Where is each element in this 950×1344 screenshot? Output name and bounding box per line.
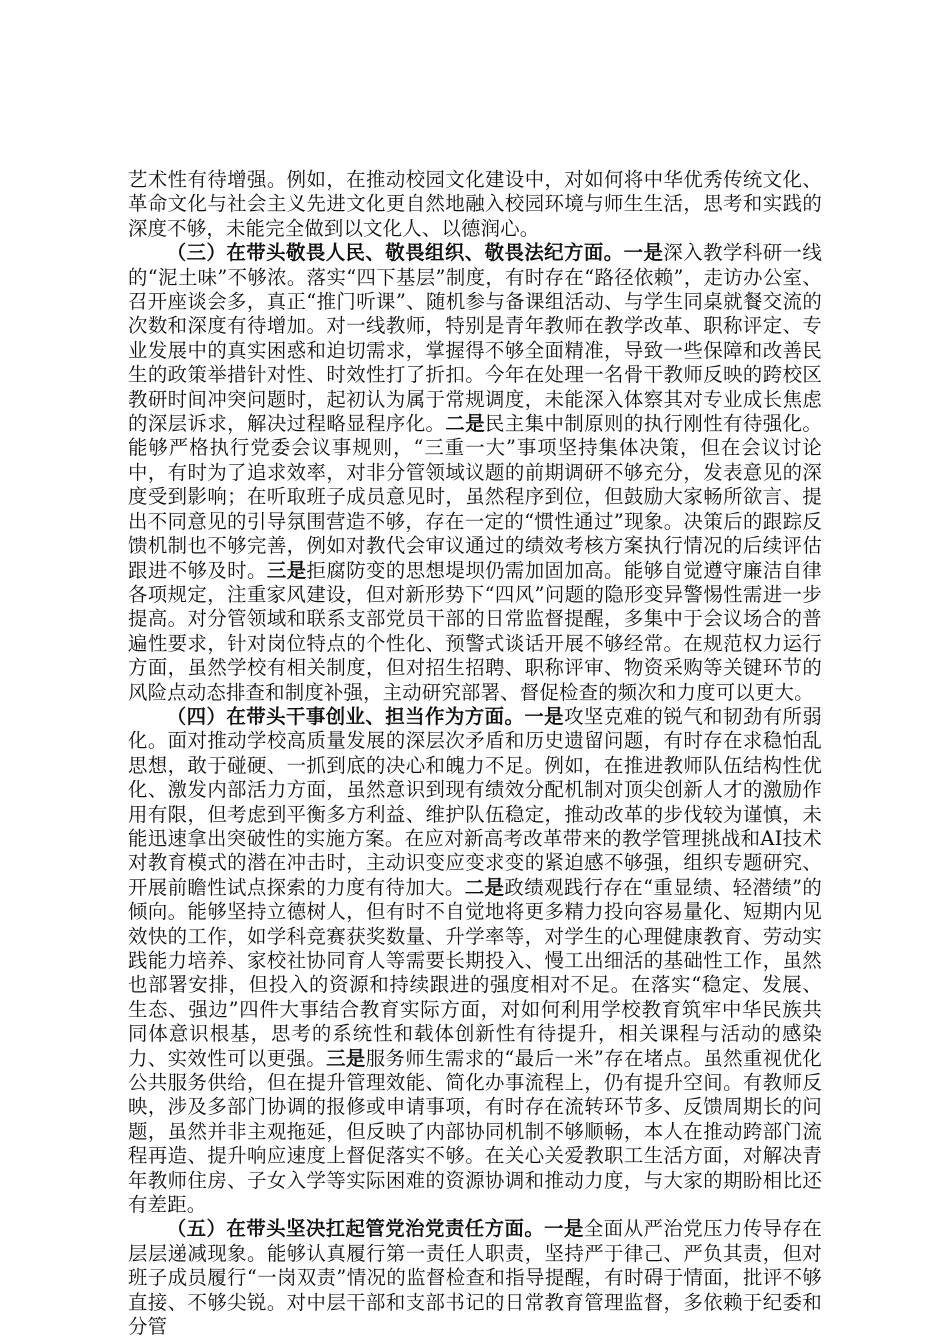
body-text: 艺术性有待增强。例如，在推动校园文化建设中，对如何将中华优秀传统文化、革命文化与社会主义先进文化更自然地融入校园环境与师生生活，思考和实践的深度不够，未能完全做到以文化人、以德润心。	[128, 168, 822, 240]
document-body	[128, 168, 822, 1340]
bold-heading-text: 三是	[266, 558, 307, 582]
paragraph	[128, 241, 822, 705]
body-text: 服务师生需求的“最后一米”存在堵点。虽然重视优化公共服务供给，但在提升管理效能、简化办事流程上，仍有提升空间。有教师反映，涉及多部门协调的报修或申请事项，有时存在流转环节多、反馈周期长的问题，虽然并非主观拖延，但反映了内部协同机制不够顺畅，本人在推动跨部门流程再造、提升响应速度上督促落实不够。在关心关爱教职工生活方面，对解决青年教师住房、子女入学等实际困难的资源协调和推动力度，与大家的期盼相比还有差距。	[128, 1046, 822, 1217]
paragraph	[128, 168, 822, 241]
body-text: 攻坚克难的锐气和韧劲有所弱化。面对推动学校高质量发展的深层次矛盾和历史遗留问题，有时存在求稳怕乱思想，敢于碰硬、一抓到底的决心和魄力不足。例如，在推进教师队伍结构性优化、激发内部活力方面，虽然意识到现有绩效分配机制对顶尖创新人才的激励作用有限，但考虑到平衡多方利益、维护队伍稳定，推动改革的步伐较为谨慎，未能迅速拿出突破性的实施方案。在应对新高考改革带来的教学管理挑战和AI技术对教育模式的潜在冲击时，主动识变应变求变的紧迫感不够强，组织专题研究、开展前瞻性试点探索的力度有待加大。	[128, 704, 823, 899]
bold-heading-text: 二是	[445, 412, 486, 436]
body-text: 拒腐防变的思想堤坝仍需加固加高。能够自觉遵守廉洁自律各项规定，注重家风建设，但对新形势下“四风”问题的隐形变异警惕性需进一步提高。对分管领域和联系支部党员干部的日常监督提醒，多集中于会议场合的普遍性要求，针对岗位特点的个性化、预警式谈话开展不够经常。在规范权力运行方面，虽然学校有相关制度，但对招生招聘、职称评审、物资采购等关键环节的风险点动态排查和制度补强，主动研究部署、督促检查的频次和力度可以更大。	[128, 558, 822, 704]
paragraph	[128, 1217, 822, 1339]
bold-heading-text: （五）在带头坚决扛起管党治党责任方面。一是	[166, 1217, 584, 1241]
bold-heading-text: （三）在带头敬畏人民、敬畏组织、敬畏法纪方面。一是	[166, 241, 664, 265]
bold-heading-text: 二是	[464, 875, 505, 899]
paragraph	[128, 705, 822, 1218]
body-text: 深入教学科研一线的“泥土味”不够浓。落实“四下基层”制度，有时存在“路径依赖”，走访办公室、召开座谈会多，真正“推门听课”、随机参与备课组活动、与学生同桌就餐交流的次数和深度有待增加。对一线教师，特别是青年教师在教学改革、职称评定、专业发展中的真实困惑和迫切需求，掌握得不够全面精准，导致一些保障和改善民生的政策举措针对性、时效性打了折扣。今年在处理一名骨干教师反映的跨校区教研时间冲突问题时，起初认为属于常规调度，未能深入体察其对专业成长焦虑的深层诉求，解决过程略显程序化。	[128, 241, 823, 436]
body-text: 全面从严治党压力传导存在层层递减现象。能够认真履行第一责任人职责，坚持严于律己、严负其责，但对班子成员履行“一岗双责”情况的监督检查和指导提醒，有时碍于情面，批评不够直接、不够尖锐。对中层干部和支部书记的日常教育管理监督，多依赖于纪委和分管	[128, 1217, 823, 1339]
body-text: 政绩观践行存在“重显绩、轻潜绩”的倾向。能够坚持立德树人，但有时不自觉地将更多精力投向容易量化、短期内见效快的工作，如学科竞赛获奖数量、升学率等，对学生的心理健康教育、劳动实践能力培养、家校社协同育人等需要长期投入、慢工出细活的基础性工作，虽然也部署安排，但投入的资源和持续跟进的强度相对不足。在落实“稳定、发展、生态、强边”四件大事结合教育实际方面，对如何利用学校教育筑牢中华民族共同体意识根基，思考的系统性和载体创新性有待提升，相关课程与活动的感染力、实效性可以更强。	[128, 875, 822, 1070]
body-text: 民主集中制原则的执行刚性有待强化。能够严格执行党委会议事规则，“三重一大”事项坚持集体决策，但在会议讨论中，有时为了追求效率，对非分管领域议题的前期调研不够充分，发表意见的深度受到影响；在听取班子成员意见时，虽然程序到位，但鼓励大家畅所欲言、提出不同意见的引导氛围营造不够，存在一定的“惯性通过”现象。决策后的跟踪反馈机制也不够完善，例如对教代会审议通过的绩效考核方案执行情况的后续评估跟进不够及时。	[128, 412, 822, 582]
bold-heading-text: （四）在带头干事创业、担当作为方面。一是	[166, 704, 565, 728]
bold-heading-text: 三是	[326, 1046, 366, 1070]
